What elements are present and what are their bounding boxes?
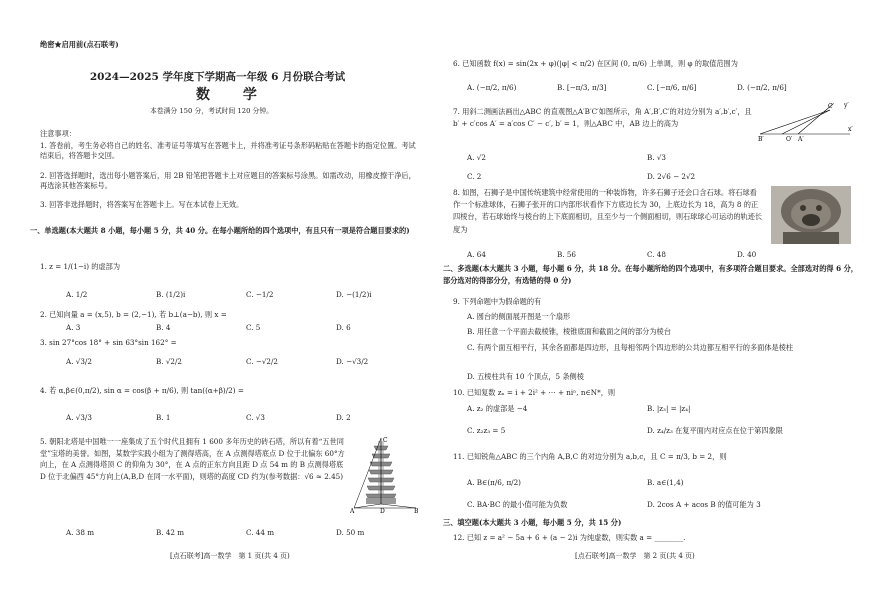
- q1-stem: 1. z = 1/(1−i) 的虚部为: [40, 262, 121, 271]
- q5-option-b: B. 42 m: [156, 528, 185, 537]
- q9-option-b: B. 用任意一个平面去截棱锥，棱锥底面和截面之间的部分为棱台: [467, 327, 671, 336]
- q3-option-d: D. −√3/2: [336, 357, 369, 366]
- q2-option-a: A. 3: [66, 323, 81, 332]
- section-3-heading: 三、填空题(本大题共 3 小题，每小题 5 分，共 15 分): [443, 518, 622, 527]
- q10-option-c: C. z₂z₃ = 5: [467, 426, 506, 435]
- svg-text:A: A: [350, 508, 355, 514]
- q7-stem: 7. 用斜二测画法画出△ABC 的直观图△A′B′C′如图所示，角 A′,B′,C′的对边分别为 a′,b′,c′，且 b′ + c′cos A′ = a′cos C′ − c′, b′ = 1，则△ABC 中，AB 边上的高为: [453, 107, 752, 129]
- q10-option-b: B. |z₃| = |z₄|: [647, 404, 691, 413]
- svg-text:B′: B′: [758, 136, 764, 142]
- q12-stem: 12. 已知 z = a² − 5a + 6 + (a − 2)i 为纯虚数，则实数 a = ________.: [453, 533, 686, 542]
- q3-stem: 3. sin 27°cos 18° + sin 63°sin 162° =: [40, 338, 177, 347]
- svg-text:y′: y′: [844, 102, 849, 109]
- oblique-triangle-figure: [758, 100, 853, 142]
- q2-option-b: B. 4: [156, 323, 171, 332]
- q8-option-b: B. 56: [557, 250, 576, 259]
- q5-option-a: A. 38 m: [66, 528, 95, 537]
- q11-option-d: D. 2cos A + acos B 的值可能为 3: [647, 500, 761, 509]
- q8-option-c: C. 48: [647, 250, 666, 259]
- q4-option-c: C. √3: [246, 413, 265, 422]
- q11-option-b: B. a∈(1,4): [647, 478, 684, 487]
- section-1-heading: 一、单选题(本大题共 8 小题，每小题 5 分，共 40 分。在每小题所给的四个选项中，有且只有一项是符合题目要求的): [30, 226, 410, 235]
- exam-info: 本卷满分 150 分，考试时间 120 分钟。: [150, 107, 273, 115]
- q5-option-c: C. 44 m: [246, 528, 275, 537]
- note-3: 3. 回答非选择题时，将答案写在答题卡上。写在本试卷上无效。: [40, 200, 244, 209]
- q8-stem: 8. 如图，石狮子是中国传统建筑中经常使用的一种装饰物，许多石狮子还会口含石球。将石球看作一个标准球体，石狮子张开的口内部形状看作下方底边长为 30，上底边长为 18，高为 8 的正四棱台，若石球始终与棱台的上下底面相切，且至少与一个侧面相切，则石球球心可运动的轨迹长度为: [453, 188, 763, 234]
- q6-option-c: C. [−π/6, π/6]: [647, 83, 697, 92]
- footer-page-1: [点石联考]高一数学 第 1 页(共 4 页): [170, 552, 290, 560]
- q3-option-c: C. −√2/2: [246, 357, 278, 366]
- q3-option-a: A. √3/2: [66, 357, 92, 366]
- q4-stem: 4. 若 α,β∈(0,π/2), sin α = cos(β + π/6), 则 tan((α+β)/2) =: [40, 386, 244, 395]
- confidential-label: 绝密★启用前(点石联考): [40, 40, 119, 49]
- svg-text:C′: C′: [828, 103, 834, 110]
- page-2: [435, 0, 870, 594]
- q8-option-d: D. 40: [737, 250, 757, 259]
- q1-option-a: A. 1/2: [66, 290, 88, 299]
- section-2-heading: 二、多选题(本大题共 3 小题，每小题 6 分，共 18 分。在每小题所给的四个选项中，有多项符合题目要求。全部选对的得 6 分，部分选对的得部分分，有选错的得 0 分): [443, 264, 858, 285]
- svg-text:x′: x′: [848, 126, 853, 133]
- q9-option-d: D. 五棱柱共有 10 个顶点，5 条侧棱: [467, 372, 584, 381]
- q2-option-d: D. 6: [336, 323, 351, 332]
- note-2: 2. 回答选择题时，选出每小题答案后，用 2B 铅笔把答题卡上对应题目的答案标号涂黑。如需改动，用橡皮擦干净后，再选涂其他答案标号。: [40, 171, 416, 190]
- svg-text:D: D: [380, 508, 385, 514]
- q2-stem: 2. 已知向量 a = (x,5), b = (2,−1), 若 b⊥(a−b), 则 x =: [40, 310, 227, 319]
- notes-heading: 注意事项：: [40, 129, 76, 138]
- q7-option-a: A. √2: [467, 153, 486, 162]
- q10-option-a: A. z₂ 的虚部是 −4: [467, 404, 528, 413]
- q11-option-a: A. B∈(π/6, π/2): [467, 478, 521, 487]
- q6-option-d: D. (−π/2, π/6]: [737, 83, 787, 92]
- svg-text:O′: O′: [786, 136, 793, 142]
- q7-option-b: B. √3: [647, 153, 667, 162]
- note-1: 1. 答卷前，考生务必将自己的姓名、准考证号等填写在答题卡上，并将准考证号条形码粘贴在答题卡的指定位置。考试结束后，将答题卡交回。: [40, 141, 416, 160]
- q1-option-c: C. −1/2: [246, 290, 274, 299]
- q7-option-c: C. 2: [467, 172, 482, 181]
- svg-text:A′: A′: [798, 136, 804, 142]
- svg-text:C: C: [383, 437, 388, 444]
- q5-stem: 5. 朝阳北塔是中国唯一一座集成了五个时代且拥有 1 600 多年历史的砖石塔，所以有着“五世同堂”宝塔的美誉。如图，某数学实践小组为了测得塔高，在 A 点测得塔底点 D 位于北偏东 60°方向上，在 A 点测得塔顶 C 的仰角为 30°，在 A 点的正东方向且距 D 点 54 m 的 B 点测得塔底 D 位于北偏西 45°方向上(A,B,D 在同一水平面)，则塔的高度 CD 约为(参考数据：√6 ≈ 2.45): [40, 437, 345, 481]
- q6-option-a: A. (−π/2, π/6): [467, 83, 517, 92]
- q10-stem: 10. 已知复数 zₙ = i + 2i² + ⋯ + niⁿ, n∈N*，则: [453, 388, 616, 397]
- q4-option-a: A. √3/3: [66, 413, 92, 422]
- q7-option-d: D. 2√6 − 2√2: [647, 172, 696, 181]
- q3-option-b: B. √2/2: [156, 357, 182, 366]
- q4-option-b: B. 1: [156, 413, 171, 422]
- q1-option-d: D. −(1/2)i: [336, 290, 372, 299]
- svg-text:B: B: [414, 508, 419, 514]
- q4-option-d: D. 2: [336, 413, 351, 422]
- q9-option-c: C. 有两个面互相平行，其余各面都是四边形，且每相邻两个四边形的公共边都互相平行的多面体是棱柱: [467, 343, 794, 352]
- stone-lion-photo: [771, 186, 851, 244]
- q11-stem: 11. 已知锐角△ABC 的三个内角 A,B,C 的对边分别为 a,b,c，且 C = π/3, b = 2，则: [453, 452, 727, 461]
- footer-page-2: [点石联考]高一数学 第 2 页(共 4 页): [575, 552, 695, 560]
- q11-option-c: C. BA·BC 的最小值可能为负数: [467, 500, 568, 509]
- q6-option-b: B. [−π/3, π/3]: [557, 83, 607, 92]
- q2-option-c: C. 5: [246, 323, 261, 332]
- q5-option-d: D. 50 m: [336, 528, 365, 537]
- q8-option-a: A. 64: [467, 250, 486, 259]
- q9-option-a: A. 圆台的侧面展开图是一个扇形: [467, 312, 571, 321]
- exam-subject: 数 学: [196, 87, 271, 103]
- exam-title: 2024—2025 学年度下学期高一年级 6 月份联合考试: [89, 71, 346, 83]
- q6-stem: 6. 已知函数 f(x) = sin(2x + φ)(|φ| < π/2) 在区间 (0, π/6) 上单调，则 φ 的取值范围为: [453, 59, 738, 68]
- q9-stem: 9. 下列命题中为假命题的有: [453, 297, 542, 306]
- pagoda-figure: [350, 436, 420, 514]
- q10-option-d: D. z₄/z₃ 在复平面内对应点在位于第四象限: [647, 426, 783, 435]
- q1-option-b: B. (1/2)i: [156, 290, 186, 299]
